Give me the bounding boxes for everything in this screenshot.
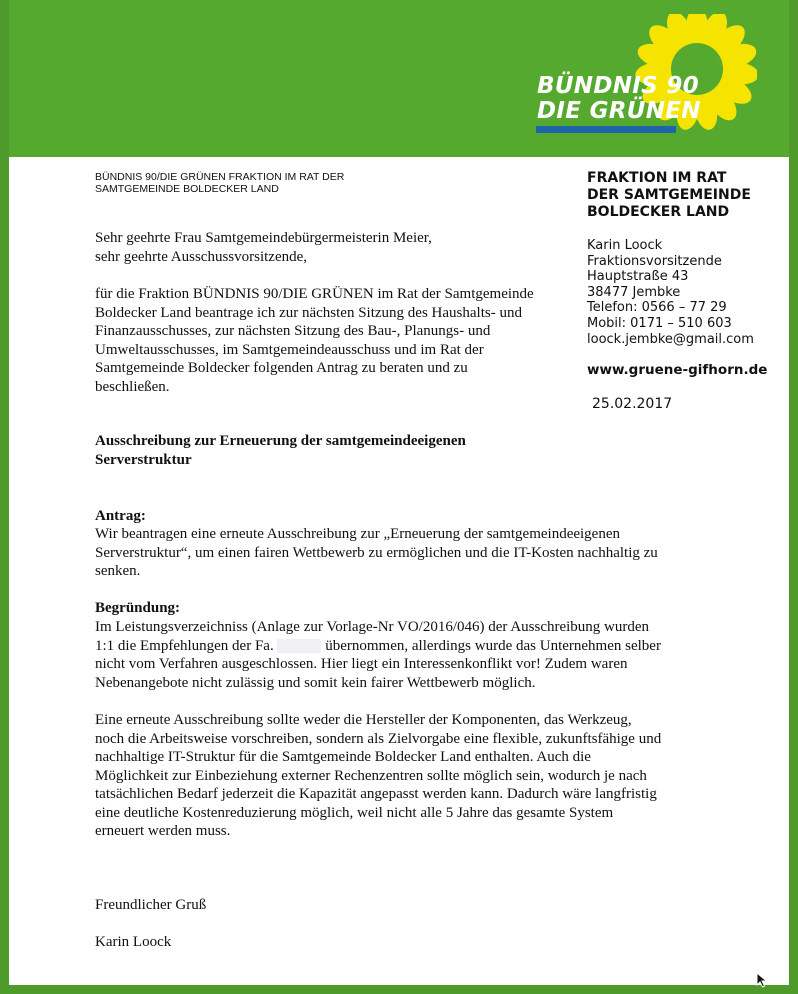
antrag-line: senken.	[95, 563, 141, 579]
antrag-line: Serverstruktur“, um einen fairen Wettbewerb zu ermöglichen und die IT-Kosten nachhaltig zu	[95, 544, 658, 561]
greeting-line: sehr geehrte Ausschussvorsitzende,	[95, 248, 308, 265]
contact-role: Fraktionsvorsitzende	[587, 253, 722, 269]
sender-line: BÜNDNIS 90/DIE GRÜNEN FRAKTION IM RAT DER	[95, 171, 345, 183]
sidebar-title-line: BOLDECKER LAND	[587, 204, 730, 220]
intro-line: beschließen.	[95, 378, 170, 395]
sidebar-title-line: FRAKTION IM RAT	[587, 170, 727, 186]
sender-line: SAMTGEMEINDE BOLDECKER LAND	[95, 183, 279, 195]
subject-line: Serverstruktur	[95, 451, 192, 468]
intro-line: Umweltausschusses, im Samtgemeindeausschuss und im Rat der	[95, 341, 484, 358]
paragraph-line: Möglichkeit zur Einbeziehung externer Rechenzentren sollte möglich sein, wodurch je nach	[95, 767, 647, 784]
contact-mobile: Mobil: 0171 – 510 603	[587, 315, 732, 331]
begruendung-line: nicht vom Verfahren ausgeschlossen. Hier liegt ein Interessenkonflikt vor! Zudem waren	[95, 656, 628, 672]
subject-line: Ausschreibung zur Erneuerung der samtgemeindeeigenen	[95, 433, 466, 449]
contact-phone: Telefon: 0566 – 77 29	[587, 300, 727, 316]
antrag-line: Wir beantragen eine erneute Ausschreibung zur „Erneuerung der samtgemeindeeigenen	[95, 526, 620, 542]
antrag-paragraph	[95, 525, 715, 581]
begruendung-line: Im Leistungsverzeichniss (Anlage zur Vorlage-Nr VO/2016/046) der Ausschreibung wurden	[95, 619, 650, 635]
antrag-heading: Antrag:	[95, 508, 146, 524]
logo-wordmark-line2: DIE GRÜNEN	[537, 98, 701, 124]
intro-line: Samtgemeinde Boldecker folgenden Antrag zu beraten und zu	[95, 360, 468, 376]
intro-line: für die Fraktion BÜNDNIS 90/DIE GRÜNEN im Rat der Samtgemeinde	[95, 286, 534, 302]
sender-address	[95, 171, 344, 195]
greeting-line: Sehr geehrte Frau Samtgemeindebürgermeisterin Meier,	[95, 230, 432, 246]
contact-street: Hauptstraße 43	[587, 269, 689, 285]
contact-name: Karin Loock	[587, 238, 663, 253]
begruendung-paragraph	[95, 618, 715, 692]
paragraph-line: noch die Arbeitsweise vorschreiben, sondern als Zielvorgabe eine flexible, zukunftsfähige und	[95, 730, 662, 747]
redacted-company-name	[277, 639, 321, 653]
begruendung-line	[95, 637, 715, 656]
begruendung-line-start: 1:1 die Empfehlungen der Fa.	[95, 637, 274, 654]
mouse-cursor-icon	[756, 972, 768, 988]
paragraph-line: erneuert werden muss.	[95, 823, 231, 839]
logo-wordmark-line1: BÜNDNIS 90	[537, 73, 699, 99]
sidebar-title-line: DER SAMTGEMEINDE	[587, 187, 751, 203]
paragraph-line: tatsächlichen Bedarf jederzeit die Kapazität angepasst werden kann. Dadurch wäre langfristig	[95, 786, 657, 802]
subject-heading	[95, 432, 715, 469]
contact-email: loock.jembke@gmail.com	[587, 331, 754, 347]
closing: Freundlicher Gruß	[95, 897, 207, 913]
signature-name: Karin Loock	[95, 934, 172, 950]
contact-city: 38477 Jembke	[587, 284, 681, 300]
begruendung-line-end: übernommen, allerdings wurde das Unternehmen selber	[325, 637, 661, 654]
intro-line: Boldecker Land beantrage ich zur nächsten Sitzung des Haushalts- und	[95, 304, 522, 321]
intro-line: Finanzausschusses, zur nächsten Sitzung des Bau-, Planungs- und	[95, 323, 491, 339]
begruendung-heading: Begründung:	[95, 600, 181, 616]
paragraph-line: Eine erneute Ausschreibung sollte weder die Hersteller der Komponenten, das Werkzeug,	[95, 712, 632, 728]
logo-blue-bar	[536, 126, 676, 133]
intro-paragraph	[95, 285, 570, 396]
sidebar-title	[587, 170, 751, 221]
website-link[interactable]: www.gruene-gifhorn.de	[587, 362, 768, 378]
paragraph-line: eine deutliche Kostenreduzierung möglich, weil nicht alle 5 Jahre das gesamte System	[95, 804, 614, 821]
begruendung-line: Nebenangebote nicht zulässig und somit kein fairer Wettbewerb möglich.	[95, 674, 536, 691]
second-paragraph	[95, 711, 715, 841]
paragraph-line: nachhaltige IT-Struktur für die Samtgemeinde Boldecker Land enthalten. Auch die	[95, 749, 591, 765]
greeting	[95, 229, 715, 266]
letter-date: 25.02.2017	[592, 396, 673, 412]
